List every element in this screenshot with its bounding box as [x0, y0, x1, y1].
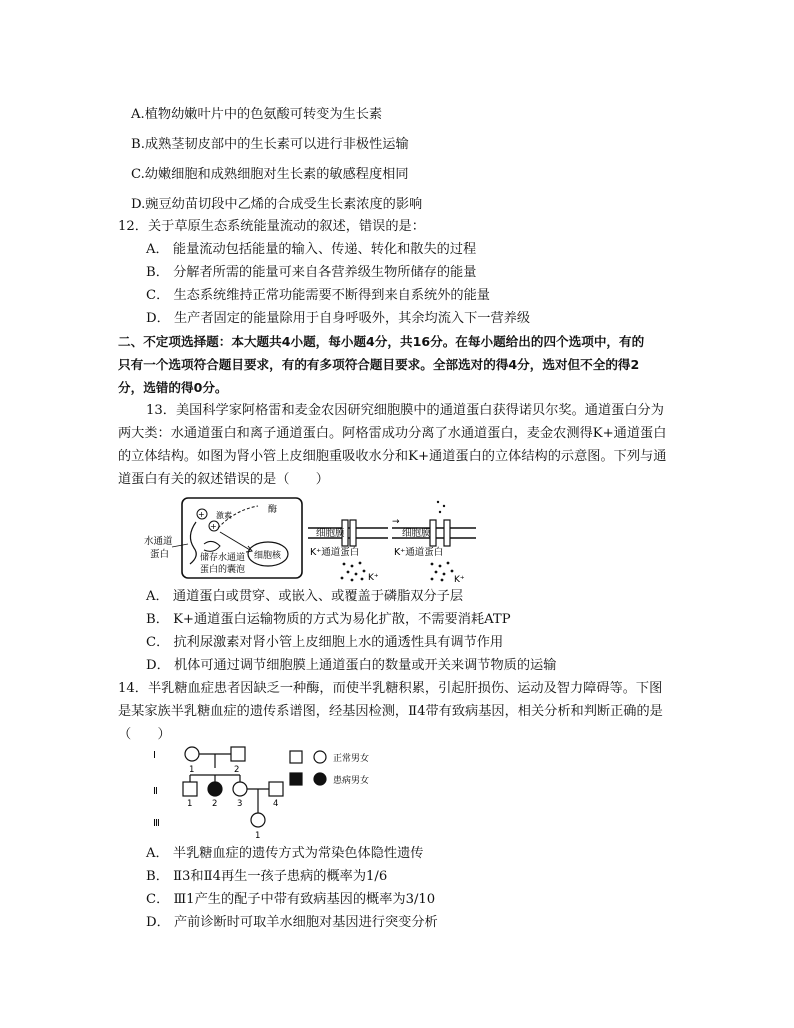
q11-option-c: C.幼嫩细胞和成熟细胞对生长素的敏感程度相同	[131, 167, 409, 182]
q14-stem-line-3: （ ）	[118, 727, 171, 742]
q13-option-b: B． K+通道蛋白运输物质的方式为易化扩散，不需要消耗ATP	[146, 612, 511, 627]
ii3-female-normal	[233, 782, 247, 796]
q11-option-d: D.豌豆幼苗切段中乙烯的合成受生长素浓度的影响	[131, 197, 423, 212]
k-ions-dots-1	[341, 562, 366, 582]
q12-option-b: B． 分解者所需的能量可来自各营养级生物所储存的能量	[146, 265, 477, 280]
q14-stem-line-1: 14．半乳糖血症患者因缺乏一种酶，而使半乳糖积累，引起肝损伤、运动及智力障碍等。下图	[118, 681, 663, 696]
legend-affected-male-icon	[290, 773, 302, 785]
pedigree-legend	[288, 748, 398, 792]
legend-normal-label: 正常男女	[333, 754, 370, 764]
water-channel-label: 水通道	[144, 536, 173, 547]
membrane-label-2: 细胞膜	[402, 528, 431, 539]
q12-option-d: D． 生产者固定的能量除用于自身呼吸外，其余均流入下一营养级	[146, 311, 531, 326]
ii1-male-normal	[183, 782, 197, 796]
k-channel-label-1: K⁺通道蛋白	[310, 547, 360, 558]
svg-text:+: +	[210, 522, 217, 531]
generation-i-label: Ⅰ	[153, 750, 156, 761]
i2-male-normal	[231, 747, 245, 761]
q14-option-c: C． Ⅲ1产生的配子中带有致病基因的概率为3/10	[146, 892, 436, 907]
ii4-number: 4	[273, 799, 279, 809]
ii2-number: 2	[212, 799, 218, 809]
channel-protein-figure	[140, 492, 480, 588]
ii3-number: 3	[237, 799, 243, 809]
protein-label: 蛋白	[150, 549, 170, 560]
q12-option-a: A． 能量流动包括能量的输入、传递、转化和散失的过程	[146, 242, 477, 257]
q12-stem: 12．关于草原生态系统能量流动的叙述，错误的是：	[118, 219, 425, 234]
ii2-female-affected	[208, 782, 222, 796]
q13-option-a: A． 通道蛋白或贯穿、或嵌入、或覆盖于磷脂双分子层	[146, 589, 464, 604]
k-ion-label-1: K⁺	[368, 573, 379, 583]
q11-option-a: A.植物幼嫩叶片中的色氨酸可转变为生长素	[131, 107, 383, 122]
i1-female-normal	[185, 747, 199, 761]
storage-vesicle-label: 储存水通道	[200, 553, 246, 563]
ii1-number: 1	[187, 799, 193, 809]
membrane-label-1: 细胞膜	[316, 528, 345, 539]
q11-option-b: B.成熟茎韧皮部中的生长素可以进行非极性运输	[131, 137, 409, 152]
q14-option-d: D． 产前诊断时可取羊水细胞对基因进行突变分析	[146, 915, 438, 930]
q13-option-c: C． 抗利尿激素对肾小管上皮细胞上水的通透性具有调节作用	[146, 635, 504, 650]
k-ion-label-2: K⁺	[454, 575, 465, 585]
iii1-female-normal	[251, 813, 265, 827]
q13-option-d: D． 机体可通过调节细胞膜上通道蛋白的数量或开关来调节物质的运输	[146, 658, 557, 673]
q13-stem-line-2: 两大类：水通道蛋白和离子通道蛋白。阿格雷成功分离了水通道蛋白，麦金农测得K+通道蛋白	[118, 426, 667, 441]
iii1-number: 1	[255, 831, 261, 840]
generation-iii-label: Ⅲ	[153, 818, 160, 829]
arrow-to-nucleus	[220, 532, 250, 550]
ii4-male-normal	[269, 782, 283, 796]
water-channel-shape	[190, 522, 196, 564]
q13-stem-line-1: 13．美国科学家阿格雷和麦金农因研究细胞膜中的通道蛋白获得诺贝尔奖。通道蛋白分为	[146, 403, 664, 418]
k-channel-open-right	[444, 520, 450, 546]
svg-text:→: →	[392, 517, 400, 527]
q14-option-a: A． 半乳糖血症的遗传方式为常染色体隐性遗传	[146, 846, 424, 861]
vesicle-shape	[204, 541, 220, 551]
i1-number: 1	[189, 765, 195, 775]
legend-normal-female-icon	[314, 751, 326, 763]
generation-ii-label: Ⅱ	[153, 786, 158, 797]
k-channel-label-2: K⁺通道蛋白	[394, 547, 444, 558]
legend-normal-male-icon	[290, 751, 302, 763]
svg-text:+: +	[198, 510, 205, 519]
q13-stem-line-3: 的立体结构。如图为肾小管上皮细胞重吸收水分和K+通道蛋白的立体结构的示意图。下列与通	[118, 449, 667, 464]
hormone-label: 激素	[216, 511, 232, 520]
q13-stem-line-4: 道蛋白有关的叙述错误的是（ ）	[118, 472, 329, 487]
enzyme-label: 酶	[268, 505, 278, 515]
nucleus-label: 细胞核	[254, 551, 282, 561]
section2-line-1: 二、不定项选择题：本大题共4小题，每小题4分，共16分。在每小题给出的四个选项中，有的	[118, 334, 645, 349]
q12-option-c: C． 生态系统维持正常功能需要不断得到来自系统外的能量	[146, 288, 490, 303]
i2-number: 2	[234, 765, 240, 775]
q14-option-b: B． Ⅱ3和Ⅱ4再生一孩子患病的概率为1/6	[146, 869, 388, 884]
q14-stem-line-2: 是某家族半乳糖血症的遗传系谱图，经基因检测，Ⅱ4带有致病基因，相关分析和判断正确的是	[118, 704, 663, 719]
section2-line-3: 分，选错的得0分。	[118, 380, 228, 395]
section2-line-2: 只有一个选项符合题目要求，有的有多项符合题目要求。全部选对的得4分，选对但不全的得2	[118, 357, 640, 372]
vesicle-protein-label: 蛋白的囊泡	[200, 565, 246, 575]
k-channel-open-left	[430, 520, 436, 546]
legend-affected-label: 患病男女	[333, 776, 370, 786]
legend-affected-female-icon	[314, 773, 326, 785]
k-channel-closed-right	[350, 520, 356, 546]
